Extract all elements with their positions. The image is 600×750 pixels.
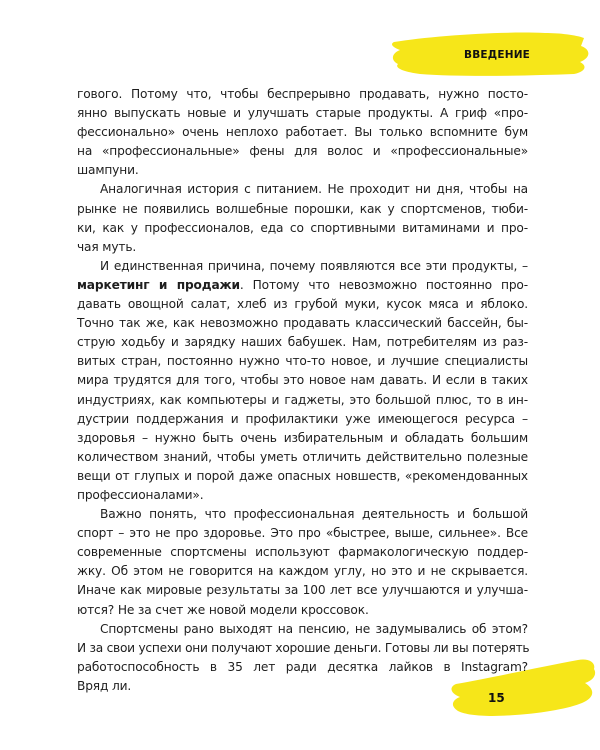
text-line: ются? Не за счет же новой модели кроссовок. <box>77 602 369 617</box>
page-number: 15 <box>488 691 505 705</box>
text-line: мира трудятся для того, чтобы это новое нам давать. И если в таких <box>77 373 528 388</box>
text-line: количеством знаний, чтобы уметь отличить действительно полезные <box>77 449 528 464</box>
text-line: И единственная причина, почему появляются все эти продукты, – <box>100 258 528 273</box>
text-line: профессионалами». <box>77 487 204 502</box>
text-line: спорт – это не про здоровье. Это про «быстрее, выше, сильнее». Все <box>77 526 528 541</box>
text-line: давать овощной салат, хлеб из грубой муки, кусок мяса и яблоко. <box>77 297 528 312</box>
text-line <box>77 276 528 295</box>
text-line: Аналогичная история с питанием. Не проходит ни дня, чтобы на <box>100 182 528 197</box>
text-line: работоспособность в 35 лет ради десятка лайков в Instagram? <box>77 659 528 674</box>
text-line: рынке не появились волшебные порошки, как у спортсменов, тюби- <box>77 201 528 216</box>
text-line: индустриях, как компьютеры и гаджеты, это большой плюс, то в ин- <box>77 392 528 407</box>
paragraph <box>77 505 528 620</box>
text-line: Важно понять, что профессиональная деятельность и большой <box>100 507 528 522</box>
bold-phrase: маркетинг и продажи <box>77 277 240 292</box>
text-line: вещи от глупых и порой даже опасных новшеств, «рекомендованных <box>77 468 528 483</box>
paragraph <box>77 620 528 696</box>
paragraph <box>77 85 528 180</box>
text-line: современные спортсмены используют фармакологическую поддер- <box>77 545 528 560</box>
text-line: жку. Об этом не говорится на каждом углу, но это и не скрывается. <box>77 564 528 579</box>
text-line: фессионально» очень неплохо работает. Вы только вспомните бум <box>77 125 528 140</box>
text-line: чая муть. <box>77 239 137 254</box>
paragraph <box>77 180 528 256</box>
body-text <box>77 85 528 696</box>
text-line: на «профессиональные» фены для волос и «профессиональные» <box>77 144 528 159</box>
text-line: гового. Потому что, чтобы беспрерывно продавать, нужно посто- <box>77 87 528 101</box>
text-line: ки, как у профессионалов, еда со спортивными витаминами и про- <box>77 220 528 235</box>
text-line: витых стран, постоянно нужно что-то новое, и лучшие специалисты <box>77 354 528 369</box>
text-line: дустрии поддержания и профилактики уже имеющегося ресурса – <box>77 411 528 426</box>
section-title: ВВЕДЕНИЕ <box>464 49 531 61</box>
text-fragment: . Потому что невозможно постоянно про- <box>239 277 528 292</box>
text-line: Спортсмены рано выходят на пенсию, не задумывались об этом? <box>100 621 528 636</box>
text-line: струю ходьбу и зарядку наших бабушек. Нам, потребителям из раз- <box>77 335 528 350</box>
text-line: И за свои успехи они получают хорошие деньги. Готовы ли вы потерять <box>77 640 530 655</box>
paragraph <box>77 257 528 505</box>
text-line: Точно так же, как невозможно продавать классический бассейн, бы- <box>77 316 528 331</box>
text-line: Иначе как мировые результаты за 100 лет все улучшаются и улучша- <box>77 583 528 598</box>
text-line: шампуни. <box>77 163 139 178</box>
text-line: Вряд ли. <box>77 678 132 693</box>
text-line: янно выпускать новые и улучшать старые продукты. А гриф «про- <box>77 106 528 121</box>
text-line: здоровья – нужно быть очень избирательным и обладать большим <box>77 430 528 445</box>
